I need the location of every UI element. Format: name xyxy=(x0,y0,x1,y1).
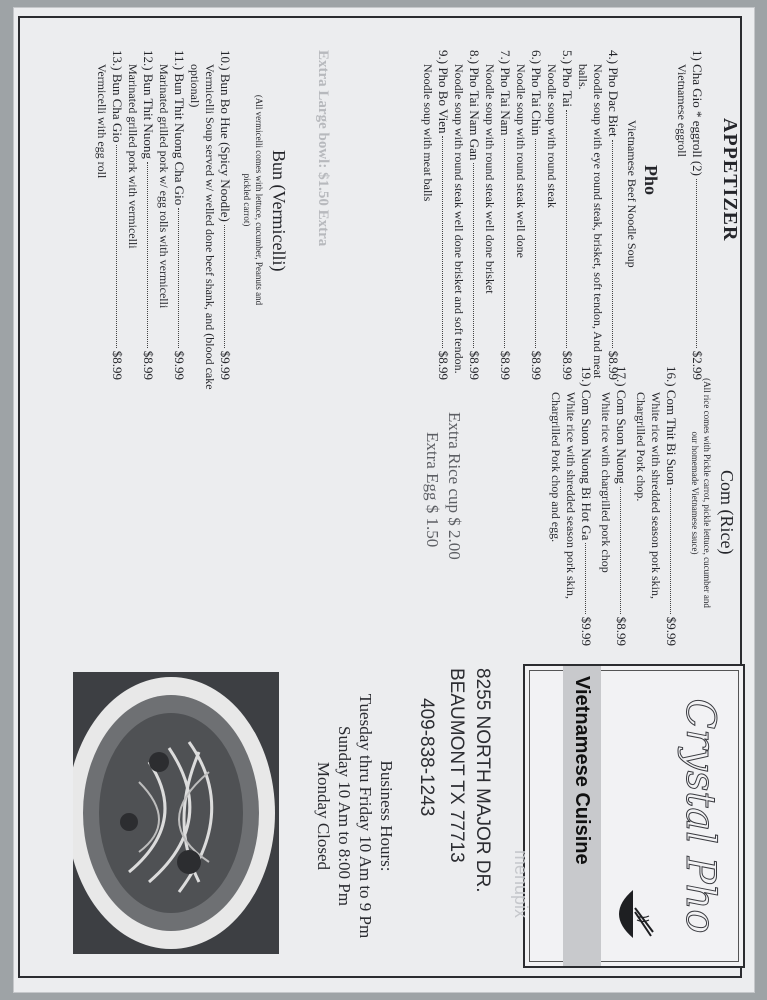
item-description: Noodle soup with eye round steak, brisket, soft tendon, And meat balls. xyxy=(576,64,605,379)
dot-leader xyxy=(612,140,613,348)
item-price: $8.99 xyxy=(606,350,621,380)
bun-heading: Bun (Vermicelli) xyxy=(269,150,289,272)
item-description: Marinated grilled pork with vermicelli xyxy=(126,64,140,249)
item-name: 16.) Com Thit Bi Suon xyxy=(664,366,679,486)
cuisine-banner: Vietnamese Cuisine xyxy=(563,666,601,966)
item-name: 19.) Com Suon Nuong Bi Hot Ga xyxy=(579,366,594,541)
item-name: 8.) Pho Tai Nam Gan xyxy=(467,50,482,161)
item-name: 11.) Bun Thit Nuong Cha Gio xyxy=(172,50,187,206)
menu-item xyxy=(578,366,594,646)
item-name: 13.) Bun Cha Gio xyxy=(110,50,125,143)
item-price: $9.99 xyxy=(172,350,187,380)
extra-egg: Extra Egg $ 1.50 xyxy=(423,432,442,548)
brand-logo-text: Crystal Pho xyxy=(677,698,723,934)
com-extras xyxy=(421,412,465,560)
item-price: $8.99 xyxy=(141,350,156,380)
hours-line: Sunday 10 Am to 8:00 Pm xyxy=(335,726,354,906)
item-name: 7.) Pho Tai Nam xyxy=(498,50,513,136)
item-price: $8.99 xyxy=(436,350,451,380)
dot-leader xyxy=(442,136,443,347)
item-description: Noodle soup with round steak xyxy=(545,64,559,208)
dot-leader xyxy=(620,487,621,614)
menu-item xyxy=(217,50,233,380)
menu-item xyxy=(497,50,513,380)
item-description: Vermicelli Soup served w/ welled done beef shank, and (blood cake optional) xyxy=(188,64,217,390)
dot-leader xyxy=(116,145,117,347)
dot-leader xyxy=(566,110,567,348)
pho-subheading: Vietnamese Beef Noodle Soup xyxy=(625,120,639,268)
item-price: $8.99 xyxy=(467,350,482,380)
dot-leader xyxy=(696,179,697,348)
menu-item xyxy=(605,50,621,380)
dot-leader xyxy=(473,163,474,347)
hours-title: Business Hours: xyxy=(377,760,396,872)
menu-item xyxy=(663,366,679,646)
appetizer-heading: APPETIZER xyxy=(719,118,741,242)
item-name: 9.) Pho Bo Vien xyxy=(436,50,451,134)
pho-bowl-photo xyxy=(73,672,279,954)
dot-leader xyxy=(178,208,179,347)
address-block xyxy=(413,668,495,893)
dot-leader xyxy=(535,139,536,348)
pho-heading: Pho xyxy=(641,165,661,196)
dot-leader xyxy=(147,162,148,348)
item-name: 6.) Pho Tai Chin xyxy=(529,50,544,136)
item-description: White rice with shredded season pork skin, Chargrilled Pork chop. xyxy=(634,392,663,599)
pho-bowl-illustration xyxy=(73,672,279,954)
menu-item xyxy=(689,50,705,380)
bun-note: (All vermicelli comes with lettuce, cucumber, Peanuts and pickled carrot) xyxy=(242,94,264,306)
menu-item xyxy=(140,50,156,380)
menu-item xyxy=(466,50,482,380)
item-price: $9.99 xyxy=(218,350,233,380)
pho-list xyxy=(420,50,621,404)
com-list xyxy=(548,366,679,646)
item-price: $8.99 xyxy=(560,350,575,380)
hours-line: Monday Closed xyxy=(314,761,333,871)
item-description: Noodle soup with round steak well done xyxy=(514,64,528,258)
bun-list xyxy=(94,50,233,404)
dot-leader xyxy=(504,139,505,348)
item-description: Vietnamese eggroll xyxy=(675,64,689,157)
watermark-text: menupix xyxy=(511,850,531,919)
menu-item xyxy=(435,50,451,380)
item-description: White rice with chargrilled pork chop xyxy=(599,392,613,573)
item-name: 12.) Bun Thit Nuong xyxy=(141,50,156,159)
item-name: 5.) Pho Tai xyxy=(560,50,575,107)
address-line-1: 8255 NORTH MAJOR DR. xyxy=(472,668,493,893)
address-line-2: BEAUMONT TX 77713 xyxy=(446,668,467,863)
pho-extra-bowl: Extra Large bowl: $1.50 Extra xyxy=(315,50,331,247)
item-name: 17.) Com Suon Nuong xyxy=(614,366,629,484)
item-description: Noodle soup with round steak well done brisket and soft tendon. xyxy=(452,64,466,374)
dot-leader xyxy=(585,543,586,613)
item-description: Vermicelli with egg roll xyxy=(95,64,109,179)
menu-item xyxy=(109,50,125,380)
item-name: 10.) Bun Bo Hue (Spicy Noodle) xyxy=(218,50,233,222)
item-price: $2.99 xyxy=(690,350,705,380)
appetizer-list xyxy=(674,50,705,404)
com-note: (All rice comes with Pickle carrot, pickle lettuce, cucumber and our homemade Vietnamese sauce) xyxy=(690,378,712,608)
item-description: White rice with shredded season pork skin, Chargrilled Pork chop and egg. xyxy=(549,392,578,599)
pho-bowl-icon xyxy=(607,886,655,942)
item-description: Marinated grilled pork w/ egg rolls with vermicelli xyxy=(157,64,171,309)
item-price: $8.99 xyxy=(498,350,513,380)
hours-line: Tuesday thru Friday 10 Am to 9 Pm xyxy=(356,693,375,939)
menu-item xyxy=(559,50,575,380)
item-price: $9.99 xyxy=(579,616,594,646)
menu-item xyxy=(613,366,629,646)
brand-box xyxy=(523,664,745,968)
item-price: $8.99 xyxy=(110,350,125,380)
item-name: 4.) Pho Dac Biet xyxy=(606,50,621,137)
business-hours xyxy=(313,686,397,946)
item-price: $8.99 xyxy=(529,350,544,380)
com-heading: Com (Rice) xyxy=(717,470,737,555)
phone-number: 409-838-1243 xyxy=(416,698,437,817)
dot-leader xyxy=(224,225,225,348)
item-price: $8.99 xyxy=(614,616,629,646)
item-description: Noodle soup with meat balls xyxy=(421,64,435,202)
item-description: Noodle soup with round steak well done brisket xyxy=(483,64,497,294)
menu-item xyxy=(528,50,544,380)
item-price: $9.99 xyxy=(664,616,679,646)
item-name: 1) Cha Gio * eggroll (2) xyxy=(690,50,705,177)
menu-item xyxy=(171,50,187,380)
dot-leader xyxy=(670,488,671,613)
extra-rice: Extra Rice cup $ 2.00 xyxy=(445,412,464,560)
